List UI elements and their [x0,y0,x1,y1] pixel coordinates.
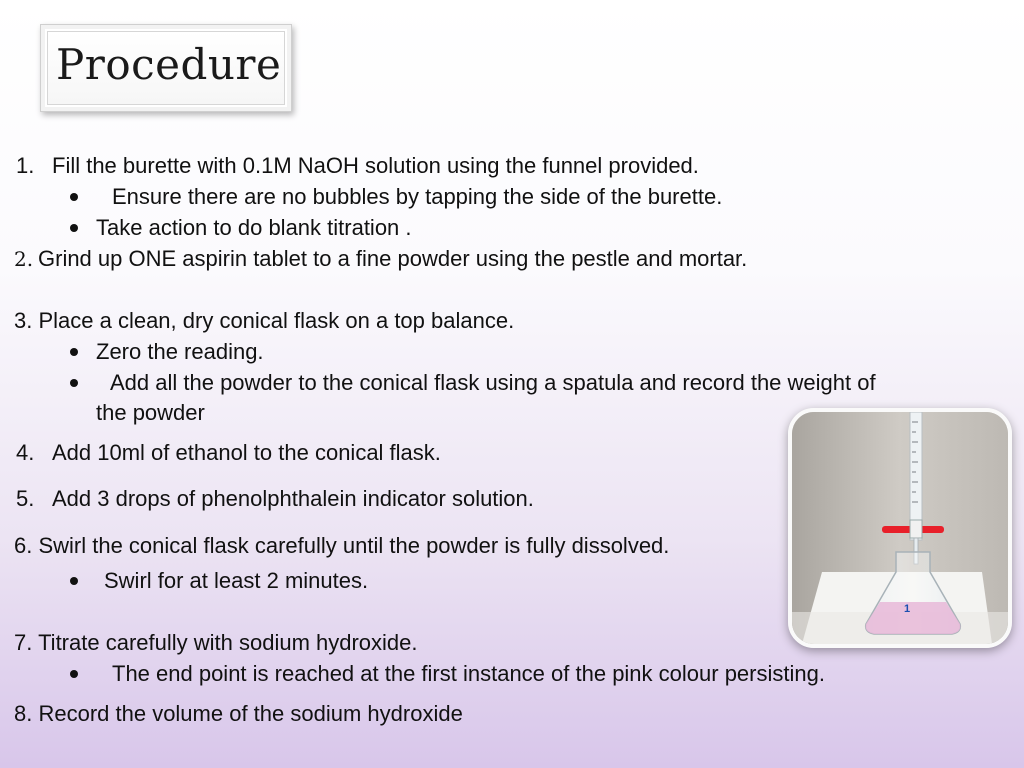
step-3-text: 3. Place a clean, dry conical flask on a top balance. [14,308,515,333]
stopcock-body [910,520,922,538]
step-5-number: 5. [16,486,35,511]
step-3-bullet-1: Zero the reading. [96,339,264,364]
titration-illustration [792,412,1008,644]
step-1-bullet-1: Ensure there are no bubbles by tapping the side of the burette. [112,184,723,209]
step-3-bullet-2: Add all the powder to the conical flask using a spatula and record the weight of [110,370,876,395]
step-2-text: Grind up ONE aspirin tablet to a fine powder using the pestle and mortar. [38,246,748,271]
page-title: Procedure [56,40,282,89]
step-4-text: Add 10ml of ethanol to the conical flask. [52,440,441,465]
pink-solution [866,602,961,634]
step-1 [16,152,34,180]
bullet-icon [70,224,78,232]
step-1-text: Fill the burette with 0.1M NaOH solution using the funnel provided. [52,153,699,178]
titration-photo [788,408,1012,648]
step-6-bullet-1: Swirl for at least 2 minutes. [104,568,369,593]
bullet-icon [70,670,78,678]
step-8-text: 8. Record the volume of the sodium hydroxide [14,701,463,726]
title-box [40,24,292,112]
title-frame [47,31,285,105]
bullet-icon [70,379,78,387]
step-4-number: 4. [16,440,35,465]
step-7-bullet-1: The end point is reached at the first instance of the pink colour persisting. [112,661,825,686]
step-1-bullet-2: Take action to do blank titration . [96,215,412,240]
step-7-text: 7. Titrate carefully with sodium hydroxide. [14,630,418,655]
step-6-text: 6. Swirl the conical flask carefully until the powder is fully dissolved. [14,533,670,558]
bullet-icon [70,348,78,356]
step-2-number: 2. [14,247,34,271]
bullet-icon [70,577,78,585]
step-5-text: Add 3 drops of phenolphthalein indicator solution. [52,486,534,511]
bullet-icon [70,193,78,201]
step-3-bullet-2-continued: the powder [96,400,205,425]
step-number: 1. [16,153,35,178]
flask-label: 1 [904,603,911,615]
